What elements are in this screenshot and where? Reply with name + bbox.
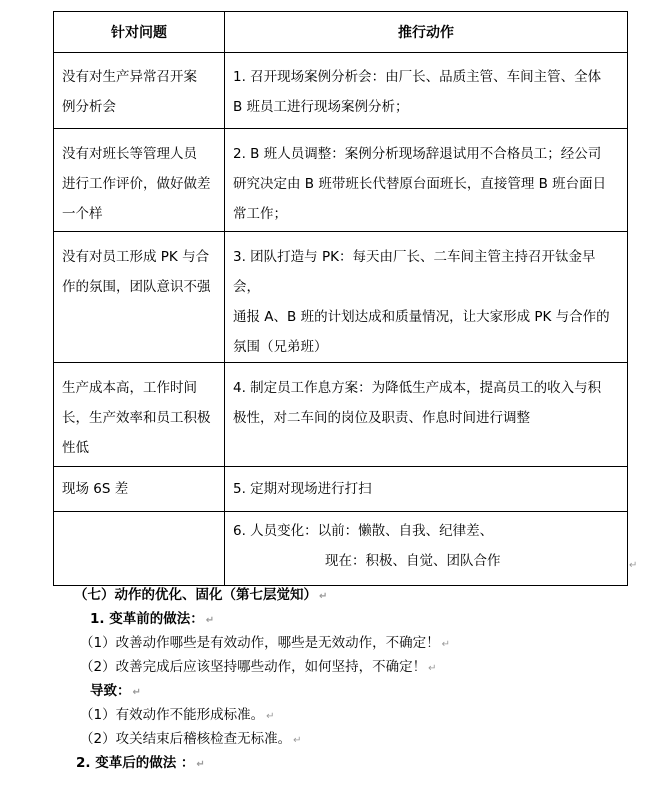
subheading-after: 2. 变革后的做法 ： ↵ [76, 755, 205, 771]
issue-line: 没有对生产异常召开案 [62, 69, 197, 85]
table-row [54, 363, 628, 467]
action-line: 1. 召开现场案例分析会：由厂长、品质主管、车间主管、全体 [233, 69, 602, 85]
column-header-action: 推行动作 [225, 12, 628, 53]
action-cell [225, 129, 628, 232]
table-header-row [54, 12, 628, 53]
action-line: B 班员工进行现场案例分析； [233, 99, 409, 115]
action-line: 氛围（兄弟班） [233, 339, 328, 355]
issue-cell [54, 129, 225, 232]
action-line: 6. 人员变化：以前：懒散、自我、纪律差、 [233, 523, 494, 539]
list-item: （1）改善动作哪些是有效动作，哪些是无效动作，不确定！ ↵ [80, 635, 450, 651]
action-cell [225, 232, 628, 363]
issue-line: 性低 [62, 440, 89, 456]
action-line: 4. 制定员工作息方案：为降低生产成本，提高员工的收入与积 [233, 380, 602, 396]
action-line: 极性，对二车间的岗位及职责、作息时间进行调整 [233, 410, 530, 426]
table-row [54, 232, 628, 363]
issue-line: 例分析会 [62, 99, 116, 115]
paragraph-mark: ↵ [629, 560, 638, 571]
result-heading: 导致： ↵ [90, 683, 141, 699]
subheading-before: 1. 变革前的做法： ↵ [90, 611, 215, 627]
issue-line: 生产成本高，工作时间 [62, 380, 197, 396]
action-line: 5. 定期对现场进行打扫 [233, 481, 372, 497]
issue-line: 作的氛围，团队意识不强 [62, 279, 211, 295]
action-line: 常工作； [233, 206, 287, 222]
action-line: 2. B 班人员调整：案例分析现场辞退试用不合格员工；经公司 [233, 146, 602, 162]
action-cell [225, 53, 628, 129]
action-line: 通报 A、B 班的计划达成和质量情况，让大家形成 PK 与合作的 [233, 309, 610, 325]
action-line: 现在：积极、自觉、团队合作 [325, 553, 501, 569]
table-row [54, 53, 628, 129]
list-item: （2）攻关结束后稽核检查无标准。 ↵ [80, 731, 302, 747]
table-row [54, 512, 628, 586]
issue-line: 没有对班长等管理人员 [62, 146, 197, 162]
issue-line: 没有对员工形成 PK 与合 [62, 249, 210, 265]
issue-line: 一个样 [62, 206, 103, 222]
column-header-issue: 针对问题 [54, 12, 225, 53]
action-cell [225, 512, 628, 586]
action-cell [225, 363, 628, 467]
table-row [54, 129, 628, 232]
issue-line: 进行工作评价，做好做差 [62, 176, 211, 192]
issue-cell [54, 363, 225, 467]
section-heading: （七）动作的优化、固化（第七层觉知） ↵ [74, 587, 328, 603]
table-row [54, 467, 628, 512]
issue-cell [54, 53, 225, 129]
action-line: 3. 团队打造与 PK：每天由厂长、二车间主管主持召开钛金早会， [233, 249, 596, 295]
issue-cell [54, 467, 225, 512]
list-item: （1）有效动作不能形成标准。 ↵ [80, 707, 275, 723]
action-cell [225, 467, 628, 512]
problem-action-table [53, 11, 628, 586]
action-line: 研究决定由 B 班带班长代替原台面班长，直接管理 B 班台面日 [233, 176, 607, 192]
issue-cell [54, 232, 225, 363]
list-item: （2）改善完成后应该坚持哪些动作，如何坚持，不确定！ ↵ [80, 659, 437, 675]
issue-cell [54, 512, 225, 586]
issue-line: 长，生产效率和员工积极 [62, 410, 211, 426]
issue-line: 现场 6S 差 [62, 481, 129, 497]
